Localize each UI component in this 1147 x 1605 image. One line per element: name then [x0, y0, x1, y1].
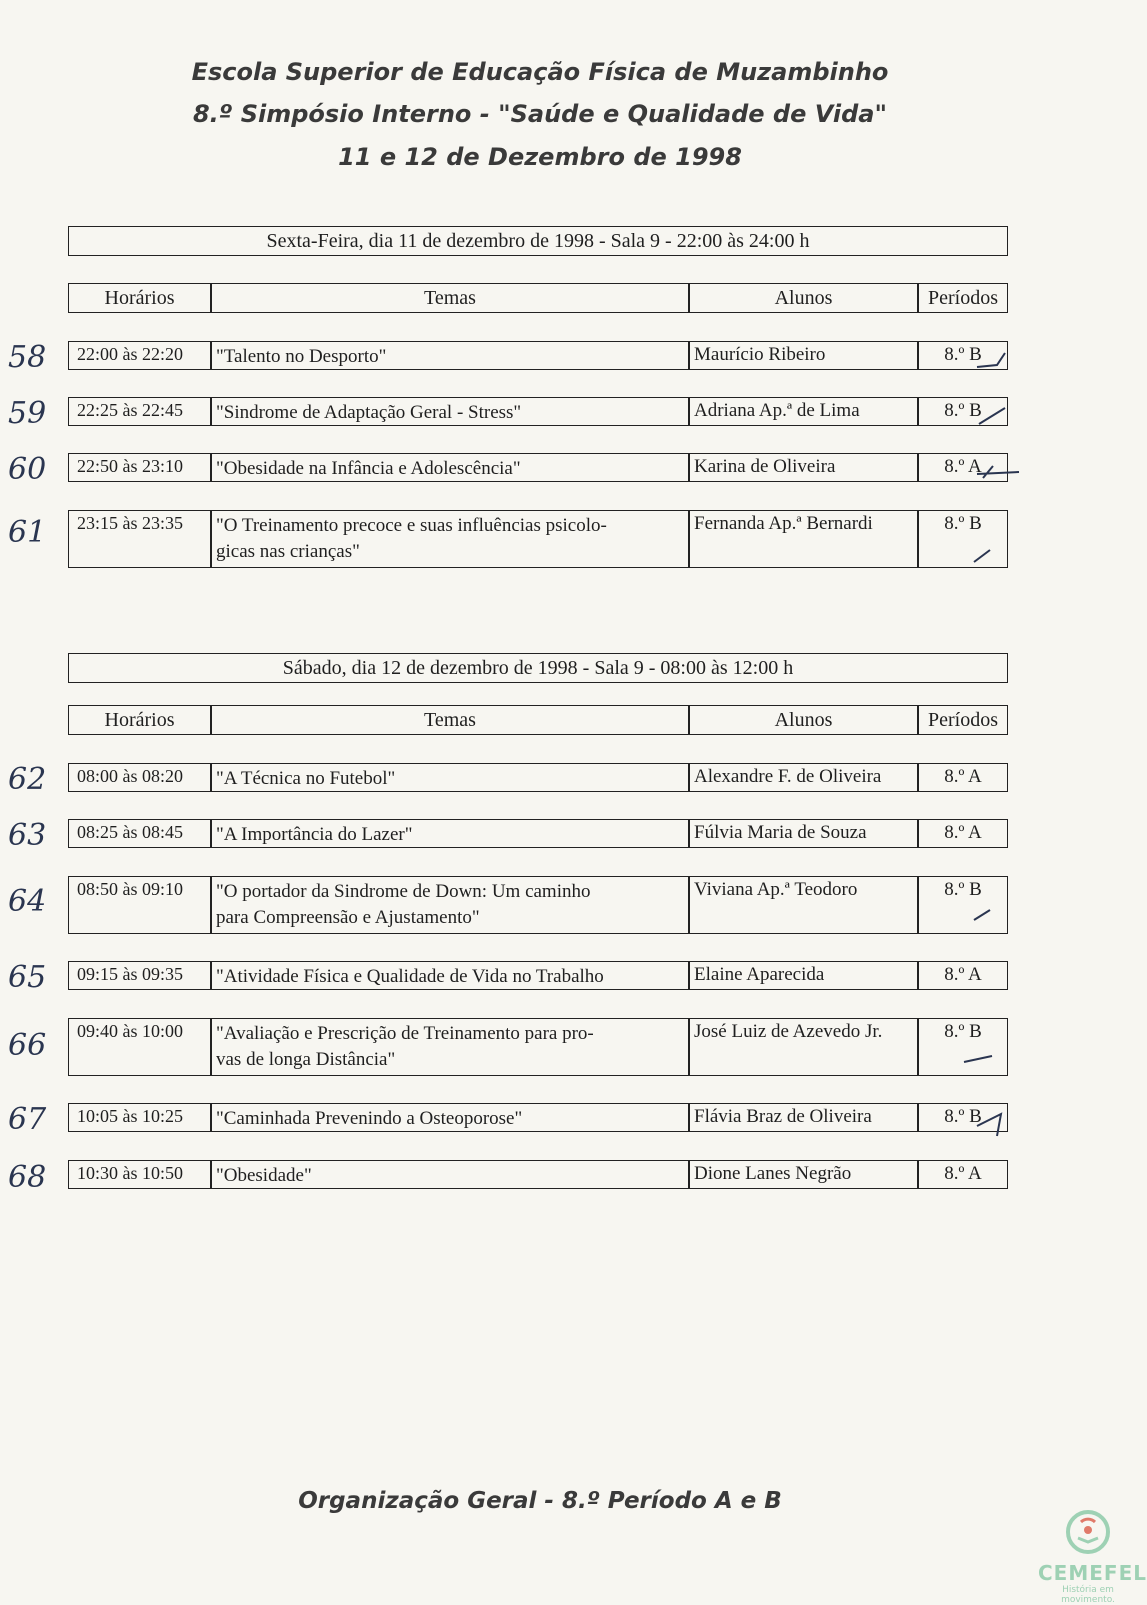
- row-aluno: Dione Lanes Negrão: [689, 1160, 918, 1189]
- table-row: [68, 453, 1008, 482]
- check-mark-icon: [975, 458, 1023, 488]
- handwritten-number: 65: [8, 960, 47, 995]
- row-time: 08:00 às 08:20: [68, 763, 211, 792]
- table-row: [68, 397, 1008, 426]
- check-mark-icon: [975, 1108, 1015, 1138]
- table-row: [68, 510, 1008, 568]
- day1-title: Sexta-Feira, dia 11 de dezembro de 1998 - Sala 9 - 22:00 às 24:00 h: [68, 226, 1008, 256]
- row-aluno: Elaine Aparecida: [689, 961, 918, 990]
- logo-mark-icon: [1063, 1508, 1113, 1556]
- table-row: [68, 1103, 1008, 1132]
- col-temas: Temas: [211, 283, 689, 313]
- row-periodo: 8.º A: [918, 1160, 1008, 1189]
- row-tema: "Obesidade na Infância e Adolescência": [211, 453, 689, 482]
- row-time: 22:25 às 22:45: [68, 397, 211, 426]
- check-mark-icon: [960, 1048, 1000, 1072]
- table-row: [68, 961, 1008, 990]
- table-row: [68, 763, 1008, 792]
- col-alunos: Alunos: [689, 705, 918, 735]
- handwritten-number: 62: [8, 762, 47, 797]
- row-periodo: 8.º B: [918, 1103, 1008, 1132]
- table-row: [68, 876, 1008, 934]
- check-mark-icon: [970, 902, 1000, 926]
- handwritten-number: 67: [8, 1102, 47, 1137]
- col-periodos: Períodos: [918, 283, 1008, 313]
- row-tema: "A Importância do Lazer": [211, 819, 689, 848]
- handwritten-number: 58: [8, 340, 47, 375]
- day2-column-header: [68, 705, 1008, 735]
- handwritten-number: 61: [8, 515, 47, 550]
- day2-title: Sábado, dia 12 de dezembro de 1998 - Sala 9 - 08:00 às 12:00 h: [68, 653, 1008, 683]
- row-aluno: Karina de Oliveira: [689, 453, 918, 482]
- row-time: 10:30 às 10:50: [68, 1160, 211, 1189]
- col-periodos: Períodos: [918, 705, 1008, 735]
- handwritten-number: 66: [8, 1028, 47, 1063]
- row-time: 22:50 às 23:10: [68, 453, 211, 482]
- col-alunos: Alunos: [689, 283, 918, 313]
- handwritten-number: 59: [8, 396, 47, 431]
- row-periodo: 8.º A: [918, 819, 1008, 848]
- row-aluno: Adriana Ap.ª de Lima: [689, 397, 918, 426]
- check-mark-icon: [970, 542, 1000, 566]
- row-periodo: 8.º A: [918, 961, 1008, 990]
- row-aluno: José Luiz de Azevedo Jr.: [689, 1018, 918, 1076]
- row-tema: "Atividade Física e Qualidade de Vida no Trabalho: [211, 961, 689, 990]
- day1-column-header: [68, 283, 1008, 313]
- row-periodo: 8.º A: [918, 763, 1008, 792]
- check-mark-icon: [975, 400, 1015, 430]
- row-periodo: 8.º B: [918, 341, 1008, 370]
- row-tema: "O portador da Sindrome de Down: Um caminho para Compreensão e Ajustamento": [211, 876, 689, 934]
- row-tema: "Caminhada Prevenindo a Osteoporose": [211, 1103, 689, 1132]
- row-periodo: 8.º A: [918, 453, 1008, 482]
- row-tema: "Sindrome de Adaptação Geral - Stress": [211, 397, 689, 426]
- handwritten-number: 64: [8, 884, 47, 919]
- row-periodo: 8.º B: [918, 1018, 1008, 1076]
- row-time: 08:50 às 09:10: [68, 876, 211, 934]
- row-aluno: Fúlvia Maria de Souza: [689, 819, 918, 848]
- row-periodo: 8.º B: [918, 876, 1008, 934]
- row-aluno: Alexandre F. de Oliveira: [689, 763, 918, 792]
- table-row: [68, 1160, 1008, 1189]
- row-time: 09:40 às 10:00: [68, 1018, 211, 1076]
- row-time: 10:05 às 10:25: [68, 1103, 211, 1132]
- row-time: 09:15 às 09:35: [68, 961, 211, 990]
- cemefel-logo: [1038, 1508, 1147, 1605]
- handwritten-number: 60: [8, 452, 47, 487]
- logo-tagline: História em movimento.: [1061, 1585, 1115, 1605]
- col-temas: Temas: [211, 705, 689, 735]
- row-tema: "Obesidade": [211, 1160, 689, 1189]
- row-tema: "O Treinamento precoce e suas influências psicolo- gicas nas crianças": [211, 510, 689, 568]
- row-time: 22:00 às 22:20: [68, 341, 211, 370]
- row-aluno: Viviana Ap.ª Teodoro: [689, 876, 918, 934]
- table-row: [68, 341, 1008, 370]
- row-time: 23:15 às 23:35: [68, 510, 211, 568]
- row-aluno: Maurício Ribeiro: [689, 341, 918, 370]
- row-aluno: Fernanda Ap.ª Bernardi: [689, 510, 918, 568]
- row-periodo: 8.º B: [918, 510, 1008, 568]
- row-tema: "Avaliação e Prescrição de Treinamento para pro- vas de longa Distância": [211, 1018, 689, 1076]
- col-horarios: Horários: [68, 705, 211, 735]
- header-symposium: 8.º Simpósio Interno - "Saúde e Qualidade de Vida": [192, 100, 887, 128]
- handwritten-number: 63: [8, 818, 47, 853]
- logo-name: CEMEFEL: [1038, 1561, 1147, 1585]
- col-horarios: Horários: [68, 283, 211, 313]
- table-row: [68, 819, 1008, 848]
- row-aluno: Flávia Braz de Oliveira: [689, 1103, 918, 1132]
- table-row: [68, 1018, 1008, 1076]
- row-tema: "A Técnica no Futebol": [211, 763, 689, 792]
- row-tema: "Talento no Desporto": [211, 341, 689, 370]
- handwritten-number: 68: [8, 1160, 47, 1195]
- footer-organization: Organização Geral - 8.º Período A e B: [298, 1488, 782, 1514]
- row-time: 08:25 às 08:45: [68, 819, 211, 848]
- row-periodo: 8.º B: [918, 397, 1008, 426]
- header-institution: Escola Superior de Educação Física de Muzambinho: [191, 58, 889, 86]
- header-dates: 11 e 12 de Dezembro de 1998: [338, 143, 742, 171]
- check-mark-icon: [975, 345, 1015, 375]
